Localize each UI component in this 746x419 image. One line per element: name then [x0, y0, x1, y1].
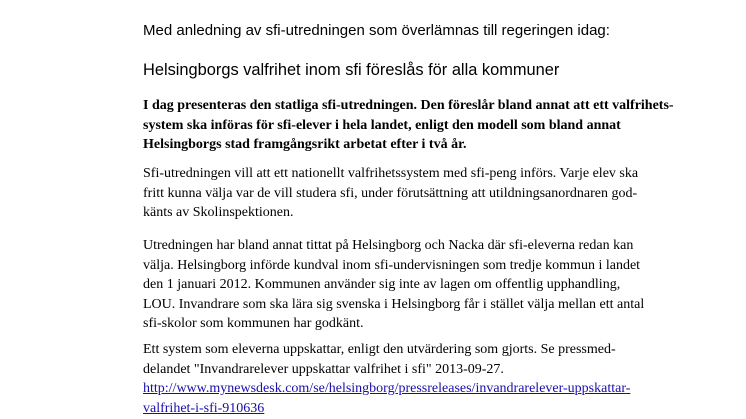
paragraph-line: fritt kunna välja var de vill studera sfi, under förutsättning att utildningsanordnaren god- — [143, 185, 638, 201]
press-release-link-continued[interactable]: valfrihet-i-sfi-910636 — [143, 400, 265, 416]
paragraph-line: Utredningen har bland annat tittat på Helsingborg och Nacka där sfi-eleverna redan kan — [143, 238, 634, 253]
paragraph-1 — [143, 164, 653, 223]
paragraph-line: delandet "Invandrarelever uppskattar valfrihet i sfi" 2013-09-27. — [143, 361, 504, 377]
paragraph-2 — [143, 236, 653, 334]
press-release-link[interactable]: http://www.mynewsdesk.com/se/helsingborg/pressreleases/invandrarelever-uppskattar- — [143, 381, 631, 396]
lead-line: Helsingborgs stad framgångsrikt arbetat efter i två år. — [143, 137, 467, 152]
headline: Helsingborgs valfrihet inom sfi föreslås för alla kommuner — [143, 61, 560, 79]
paragraph-line: välja. Helsingborg införde kundval inom sfi-undervisningen som tredje kommun i landet — [143, 257, 641, 273]
lead-line: I dag presenteras den statliga sfi-utredningen. Den föreslår bland annat att ett valfrihets- — [143, 98, 674, 113]
lead-paragraph — [143, 96, 674, 155]
paragraph-line: Ett system som eleverna uppskattar, enligt den utvärdering som gjorts. Se pressmed- — [143, 342, 616, 357]
paragraph-line: känts av Skolinspektionen. — [143, 205, 294, 220]
paragraph-line: LOU. Invandrare som ska lära sig svenska i Helsingborg får i stället välja mellan ett antal — [143, 296, 645, 312]
paragraph-3 — [143, 340, 653, 418]
lead-line: system ska införas för sfi-elever i hela landet, enligt den modell som bland annat — [143, 117, 621, 133]
paragraph-line: sfi-skolor som kommunen har godkänt. — [143, 316, 364, 331]
intro-line: Med anledning av sfi-utredningen som överlämnas till regeringen idag: — [143, 22, 610, 39]
paragraph-line: Sfi-utredningen vill att ett nationellt valfrihetssystem med sfi-peng införs. Varje elev ska — [143, 166, 639, 181]
paragraph-line: den 1 januari 2012. Kommunen använder sig inte av lagen om offentlig upphandling, — [143, 277, 621, 292]
